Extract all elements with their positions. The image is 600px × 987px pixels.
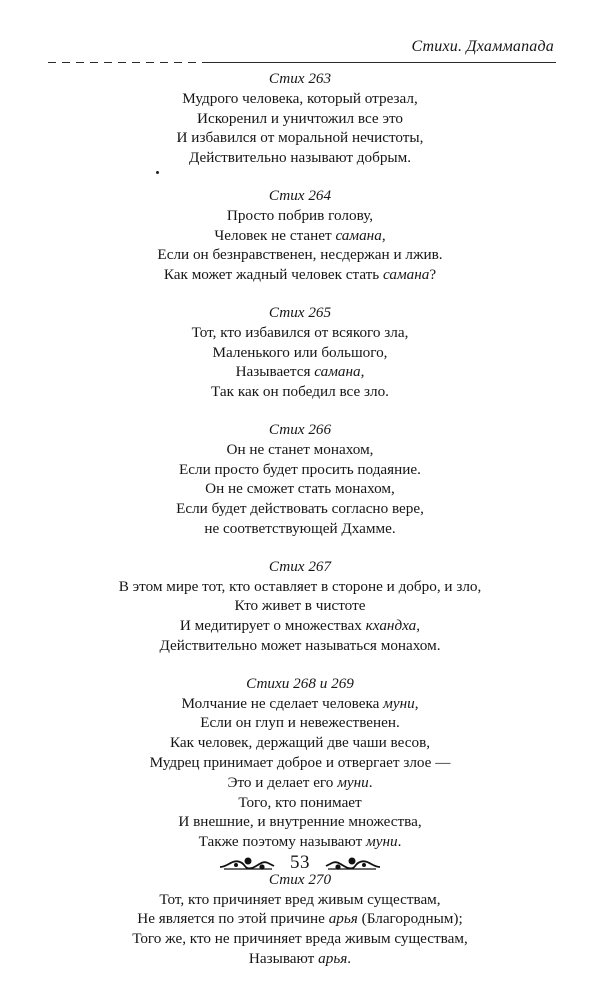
verse-line: [0, 812, 600, 832]
line-text: Молчание не сделает человека: [181, 694, 384, 712]
line-text: Мудрец принимает доброе и отвергает злое —: [149, 753, 451, 771]
line-text: не соответствующей Дхамме.: [204, 519, 396, 537]
line-text: Того, кто понимает: [238, 793, 362, 811]
pali-term: арья: [328, 910, 358, 928]
verse-line: [0, 773, 600, 793]
line-text: Он не сможет стать монахом,: [205, 480, 395, 498]
verse-title: Стих 263: [268, 70, 332, 87]
verse-line: [0, 362, 600, 382]
page-footer: [0, 852, 600, 874]
line-text: Тот, кто избавился от всякого зла,: [191, 323, 409, 341]
line-text: И избавился от моральной нечистоты,: [176, 129, 424, 147]
pali-term: муни: [337, 773, 369, 791]
verse-block: [0, 186, 600, 285]
verse-line: [0, 245, 600, 265]
verse-line: [0, 636, 600, 656]
verse-line: [0, 499, 600, 519]
line-text: Человек не станет: [214, 226, 336, 244]
line-text: ?: [429, 266, 437, 284]
line-text: ,: [381, 226, 386, 244]
verse-line: [0, 128, 600, 148]
verse-line: [0, 753, 600, 773]
verse-line: [0, 832, 600, 852]
line-text: .: [368, 773, 373, 791]
line-text: Если он безнравственен, несдержан и лжив.: [157, 246, 443, 264]
line-text: И медитирует о множествах: [179, 617, 366, 635]
line-text: Действительно может называться монахом.: [159, 636, 441, 654]
line-text: ,: [414, 694, 419, 712]
line-text: Если он глуп и невежественен.: [200, 714, 400, 732]
line-text: Также поэтому называют: [198, 833, 367, 851]
line-text: .: [347, 950, 352, 968]
pali-term: муни: [366, 833, 398, 851]
line-text: Как человек, держащий две чаши весов,: [169, 734, 431, 752]
line-text: Действительно называют добрым.: [188, 149, 412, 167]
line-text: .: [397, 833, 402, 851]
verse-line: [0, 596, 600, 616]
verse-line: [0, 440, 600, 460]
verse-line: [0, 206, 600, 226]
verse-line: [0, 323, 600, 343]
line-text: В этом мире тот, кто оставляет в стороне и добро, и зло,: [118, 577, 482, 595]
line-text: Называется: [235, 363, 315, 381]
line-text: Просто побрив голову,: [226, 206, 374, 224]
verse-line: [0, 694, 600, 714]
verse-line: [0, 265, 600, 285]
verse-block: [0, 674, 600, 852]
verse-block: [0, 870, 600, 969]
page-number: 53: [290, 852, 310, 873]
verse-block: [0, 420, 600, 539]
line-text: И внешние, и внутренние множества,: [178, 813, 422, 831]
line-text: Так как он победил все зло.: [211, 383, 389, 401]
verse-line: [0, 109, 600, 129]
line-text: Не является по этой причине: [137, 910, 329, 928]
pali-term: арья: [318, 950, 348, 968]
verse-line: [0, 226, 600, 246]
verse-line: [0, 89, 600, 109]
verse-block: [0, 303, 600, 402]
verse-title: Стих 265: [268, 303, 332, 321]
header-rule-gaps: [42, 61, 202, 64]
verse-line: [0, 479, 600, 499]
verse-line: [0, 909, 600, 929]
verse-block: [0, 557, 600, 656]
line-text: Кто живет в чистоте: [234, 597, 366, 615]
verse-line: [0, 382, 600, 402]
line-text: Если будет действовать согласно вере,: [176, 500, 424, 518]
verse-line: [0, 343, 600, 363]
verse-line: [0, 577, 600, 597]
line-text: Это и делает его: [227, 773, 338, 791]
line-text: Называют: [248, 950, 319, 968]
verse-title: Стих 264: [268, 186, 332, 204]
verse-line: [0, 793, 600, 813]
pali-term: самана: [383, 266, 430, 284]
pali-term: кхандха: [365, 617, 417, 635]
line-text: (Благородным);: [357, 910, 463, 928]
verse-line: [0, 949, 600, 969]
verse-line: [0, 460, 600, 480]
line-text: Если просто будет просить подаяние.: [179, 460, 421, 478]
line-text: Он не станет монахом,: [226, 440, 374, 458]
verse-title: Стих 266: [268, 420, 332, 438]
pali-term: муни: [383, 694, 415, 712]
verse-line: [0, 890, 600, 910]
line-text: Того же, кто не причиняет вреда живым существам,: [132, 930, 468, 948]
verse-line: [0, 148, 600, 168]
line-text: Искоренил и уничтожил все это: [196, 109, 404, 127]
verse-title: Стихи 268 и 269: [246, 674, 354, 692]
verse-title: Стих 267: [268, 557, 332, 575]
line-text: Тот, кто причиняет вред живым существам,: [159, 890, 441, 908]
line-text: Как может жадный человек стать: [163, 266, 384, 284]
verse-line: [0, 929, 600, 949]
line-text: Маленького или большого,: [212, 343, 388, 361]
verses-column: [0, 69, 600, 987]
line-text: ,: [416, 617, 421, 635]
pali-term: самана: [314, 363, 361, 381]
verse-block: [0, 69, 600, 168]
pali-term: самана: [335, 226, 382, 244]
verse-line: [0, 616, 600, 636]
line-text: ,: [360, 363, 365, 381]
running-head: Стихи. Дхаммапада: [411, 38, 554, 55]
verse-line: [0, 519, 600, 539]
verse-title: Стих 270: [268, 870, 332, 888]
verse-line: [0, 733, 600, 753]
line-text: Мудрого человека, который отрезал,: [182, 89, 418, 107]
verse-line: [0, 713, 600, 733]
right-ornament-icon: [324, 853, 382, 873]
left-ornament-icon: [218, 853, 276, 873]
